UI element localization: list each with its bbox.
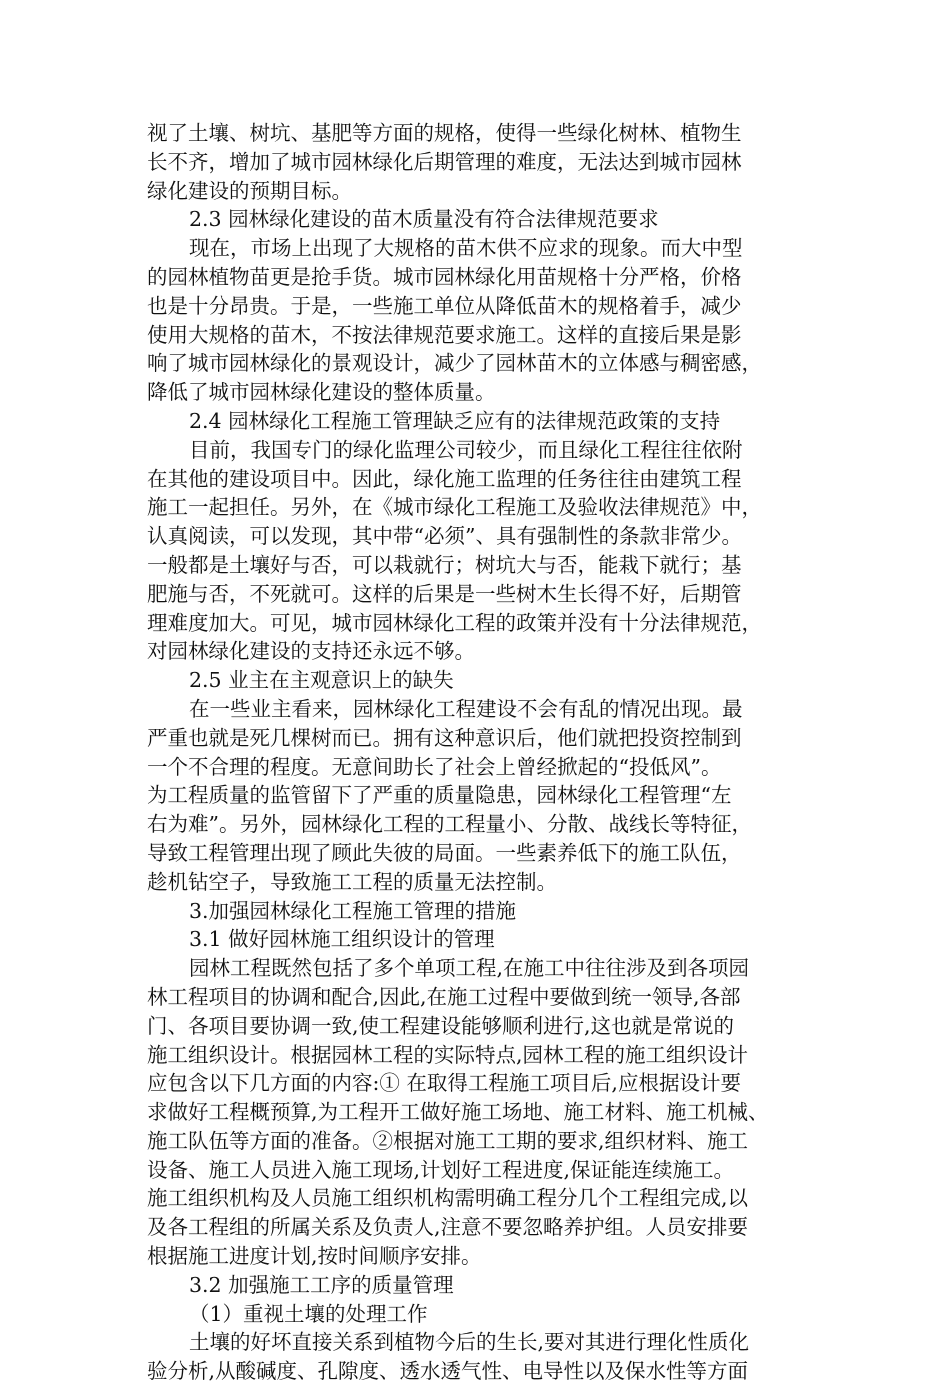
text-line: 一个不合理的程度。无意间助长了社会上曾经掀起的“投低风”。	[147, 754, 722, 779]
text-line: 土壤的好坏直接关系到植物今后的生长,要对其进行理化性质化	[189, 1330, 750, 1355]
text-line: 也是十分昂贵。于是，一些施工单位从降低苗木的规格着手，减少	[147, 293, 742, 318]
text-line: 认真阅读，可以发现，其中带“必须”、具有强制性的条款非常少。	[147, 524, 742, 549]
text-line: 在一些业主看来，园林绿化工程建设不会有乱的情况出现。最	[189, 696, 743, 721]
text-line: 肥施与否，不死就可。这样的后果是一些树木生长得不好，后期管	[147, 581, 742, 606]
text-line: 施工一起担任。另外，在《城市绿化工程施工及验收法律规范》中，	[147, 495, 762, 520]
text-line: 视了土壤、树坑、基肥等方面的规格，使得一些绿化树林、植物生	[147, 121, 742, 145]
text-line: （1）重视土壤的处理工作	[189, 1301, 428, 1326]
text-line: 在其他的建设项目中。因此，绿化施工监理的任务往往由建筑工程	[147, 466, 742, 491]
text-line: 长不齐，增加了城市园林绿化后期管理的难度，无法达到城市园林	[147, 149, 742, 174]
text-line: 3.1 做好园林施工组织设计的管理	[189, 927, 495, 952]
text-line: 求做好工程概预算,为工程开工做好施工场地、施工材料、施工机械、	[147, 1100, 769, 1125]
text-line: 一般都是土壤好与否，可以栽就行；树坑大与否，能栽下就行；基	[147, 552, 742, 577]
text-line: 使用大规格的苗木，不按法律规范要求施工。这样的直接后果是影	[147, 322, 742, 347]
text-line: 设备、施工人员进入施工现场,计划好工程进度,保证能连续施工。	[147, 1157, 735, 1182]
text-line: 根据施工进度计划,按时间顺序安排。	[147, 1244, 482, 1269]
text-line: 及各工程组的所属关系及负责人,注意不要忽略养护组。人员安排要	[147, 1215, 749, 1240]
text-line: 对园林绿化建设的支持还永远不够。	[147, 639, 475, 664]
text-line: 施工组织机构及人员施工组织机构需明确工程分几个工程组完成,以	[147, 1186, 749, 1211]
text-line: 趁机钻空子，导致施工工程的质量无法控制。	[147, 869, 557, 894]
text-line: 为工程质量的监管留下了严重的质量隐患，园林绿化工程管理“左	[147, 783, 732, 808]
text-line: 现在，市场上出现了大规格的苗木供不应求的现象。而大中型	[189, 236, 743, 261]
text-line: 2.3 园林绿化建设的苗木质量没有符合法律规范要求	[189, 207, 659, 232]
text-line: 验分析,从酸碱度、孔隙度、透水透气性、电导性以及保水性等方面	[147, 1359, 749, 1384]
text-line: 理难度加大。可见，城市园林绿化工程的政策并没有十分法律规范，	[147, 610, 762, 635]
text-line: 3.加强园林绿化工程施工管理的措施	[189, 898, 517, 923]
text-line: 门、各项目要协调一致,使工程建设能够顺利进行,这也就是常说的	[147, 1013, 735, 1038]
text-line: 的园林植物苗更是抢手货。城市园林绿化用苗规格十分严格，价格	[147, 264, 742, 289]
text-line: 施工队伍等方面的准备。②根据对施工工期的要求,组织材料、施工	[147, 1128, 749, 1153]
text-line: 林工程项目的协调和配合,因此,在施工过程中要做到统一领导,各部	[147, 984, 741, 1009]
text-line: 导致工程管理出现了顾此失彼的局面。一些素养低下的施工队伍，	[147, 840, 742, 865]
text-line: 园林工程既然包括了多个单项工程,在施工中往往涉及到各项园	[189, 956, 750, 981]
text-line: 目前，我国专门的绿化监理公司较少，而且绿化工程往往依附	[189, 437, 743, 462]
document-body	[147, 119, 810, 1386]
text-line: 响了城市园林绿化的景观设计，减少了园林苗木的立体感与稠密感，	[147, 351, 762, 376]
text-line: 应包含以下几方面的内容:① 在取得工程施工项目后,应根据设计要	[147, 1071, 741, 1096]
text-line: 2.5 业主在主观意识上的缺失	[189, 668, 454, 693]
text-line: 严重也就是死几棵树而已。拥有这种意识后，他们就把投资控制到	[147, 725, 742, 750]
text-line: 绿化建设的预期目标。	[147, 178, 352, 203]
text-line: 3.2 加强施工工序的质量管理	[189, 1272, 454, 1297]
text-line: 施工组织设计。根据园林工程的实际特点,园林工程的施工组织设计	[147, 1042, 749, 1067]
text-line: 右为难”。另外，园林绿化工程的工程量小、分散、战线长等特征，	[147, 812, 752, 837]
text-line: 2.4 园林绿化工程施工管理缺乏应有的法律规范政策的支持	[189, 408, 721, 433]
text-line: 降低了城市园林绿化建设的整体质量。	[147, 380, 496, 405]
